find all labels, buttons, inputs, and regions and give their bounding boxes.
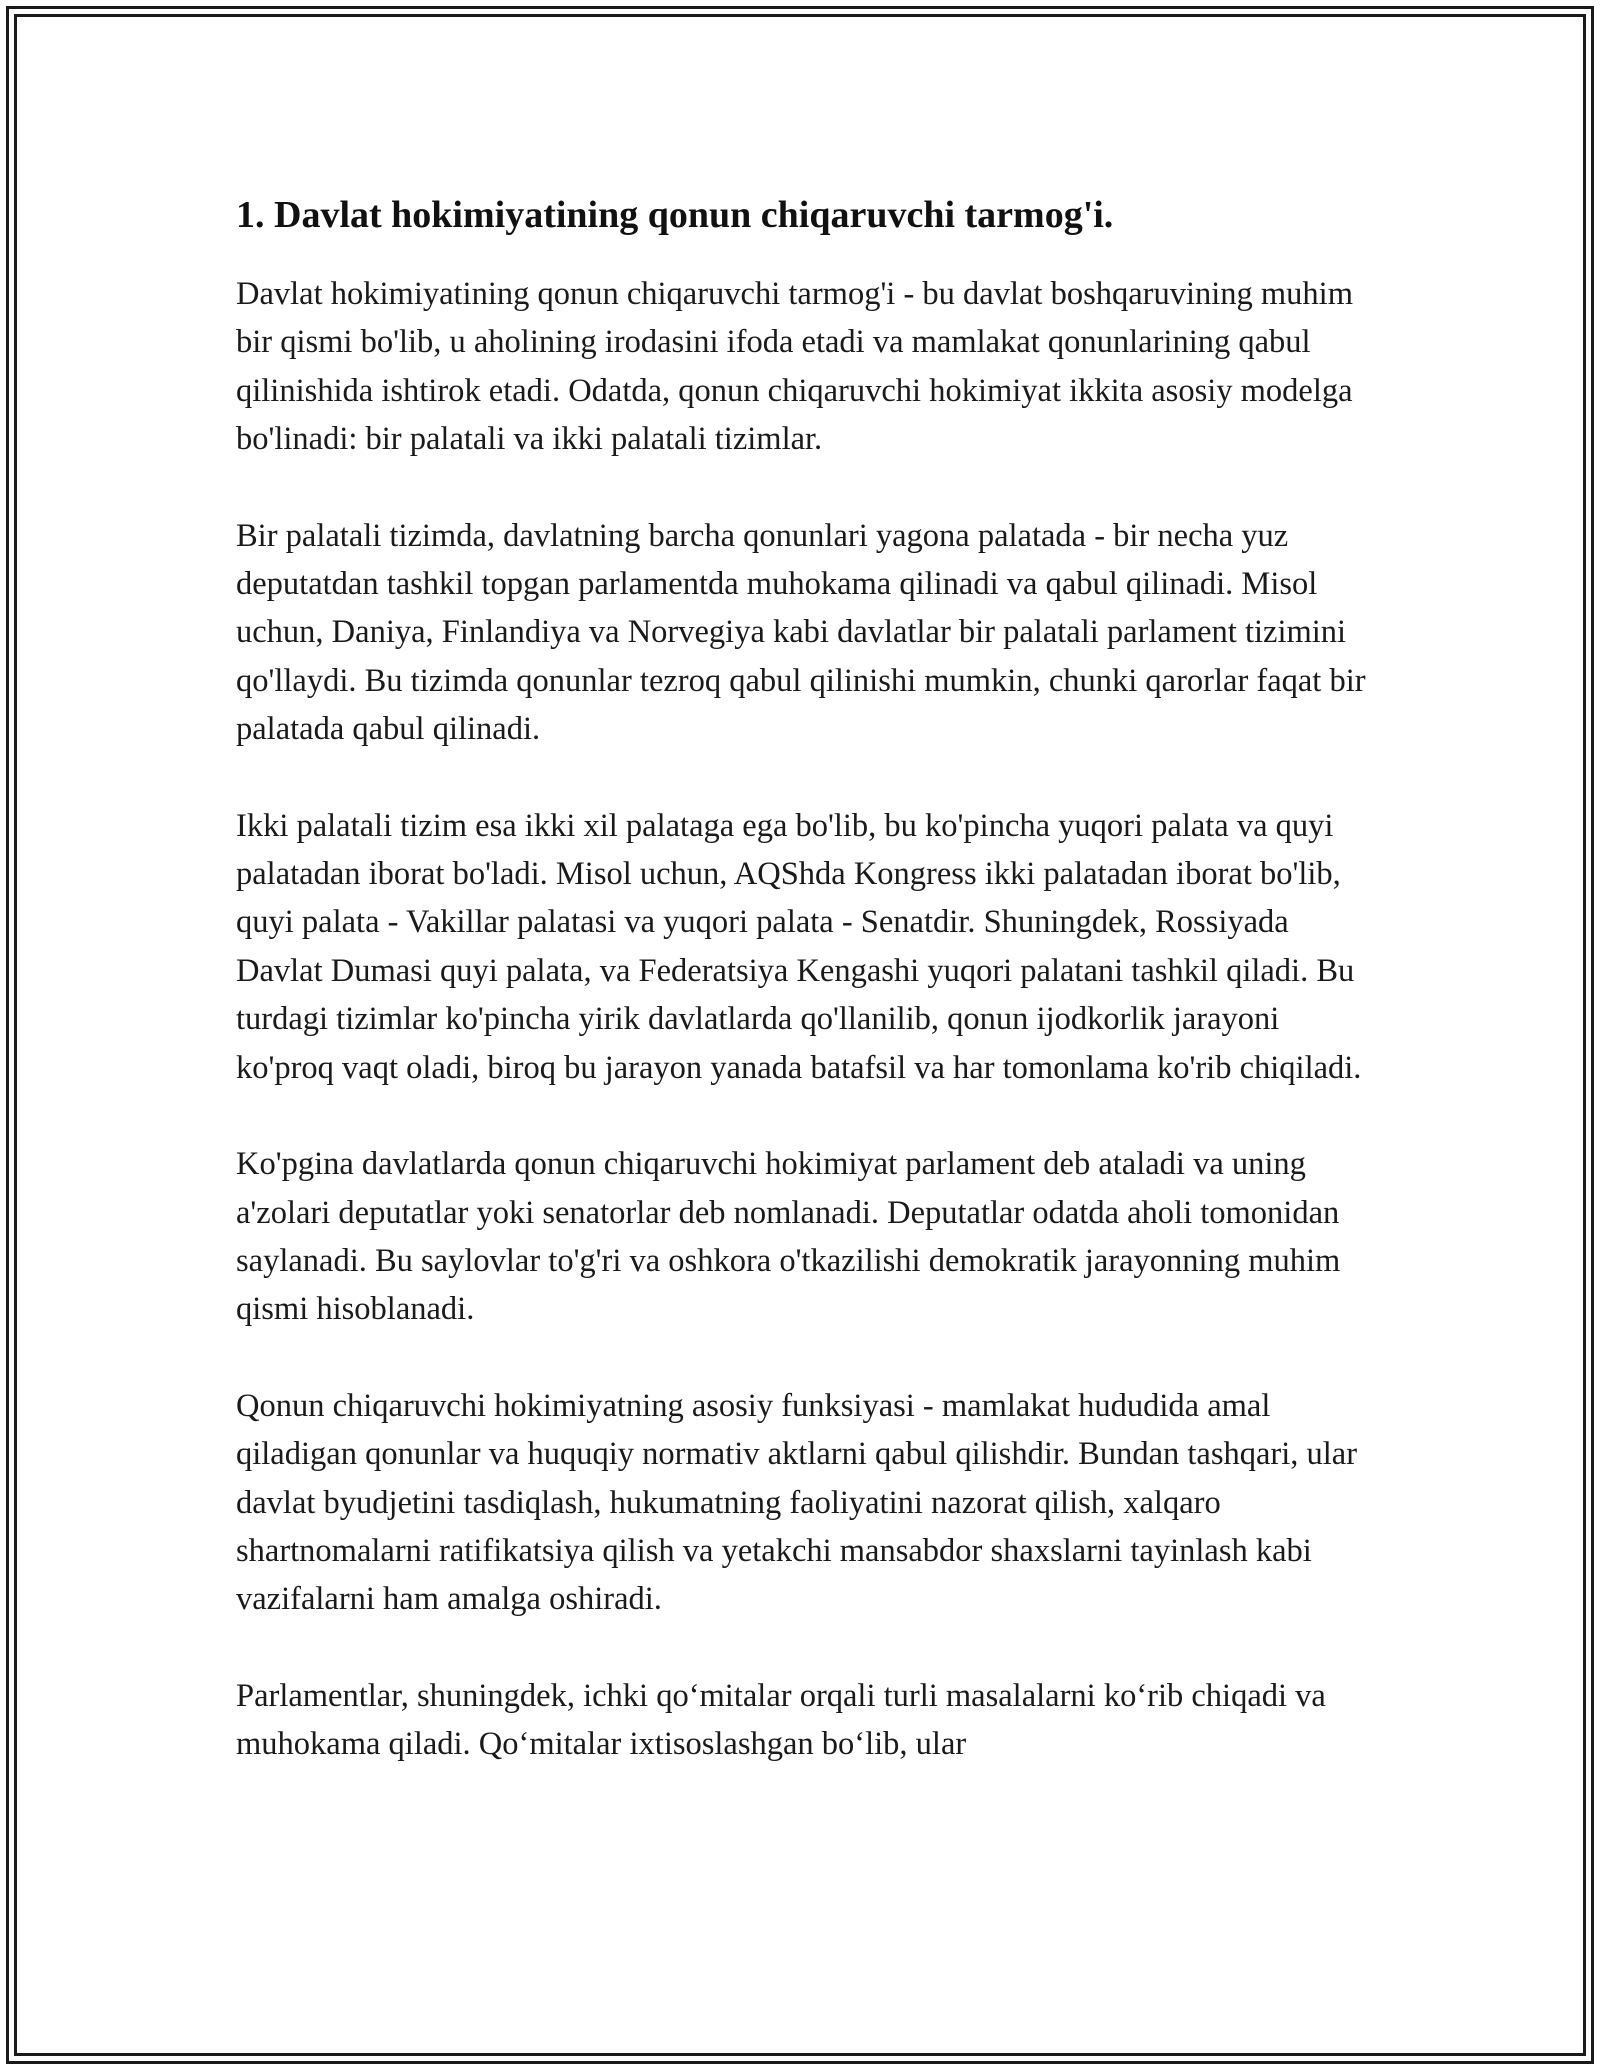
document-body: [236, 188, 1376, 1769]
paragraph-6: Parlamentlar, shuningdek, ichki qo‘mitalar orqali turli masalalarni ko‘rib chiqadi va muhokama qiladi. Qo‘mitalar ixtisoslashgan bo‘lib, ular: [236, 1677, 1326, 1763]
paragraph-5: Qonun chiqaruvchi hokimiyatning asosiy funksiyasi - mamlakat hududida amal qiladigan qonunlar va huquqiy normativ aktlarni qabul qilishdir. Bundan tashqari, ular davlat byudjetini tasdiqlash, hukumatning faoliyatini nazorat qilish, xalqaro shartnomalarni ratifikatsiya qilish va yetakchi mansabdor shaxslarni tayinlash kabi vazifalarni ham amalga oshiradi.: [236, 1387, 1358, 1618]
paragraph-2: Bir palatali tizimda, davlatning barcha qonunlari yagona palatada - bir necha yuz deputatdan tashkil topgan parlamentda muhokama qilinadi va qabul qilinadi. Misol uchun, Daniya, Finlandiya va Norvegiya kabi davlatlar bir palatali parlament tizimini qo'llaydi. Bu tizimda qonunlar tezroq qabul qilinishi mumkin, chunki qarorlar faqat bir palatada qabul qilinadi.: [236, 517, 1366, 748]
section-heading: 1. Davlat hokimiyatining qonun chiqaruvchi tarmog'i.: [236, 194, 1114, 236]
paragraph-4: Ko'pgina davlatlarda qonun chiqaruvchi hokimiyat parlament deb ataladi va uning a'zolari deputatlar yoki senatorlar deb nomlanadi. Deputatlar odatda aholi tomonidan saylanadi. Bu saylovlar to'g'ri va oshkora o'tkazilishi demokratik jarayonning muhim qismi hisoblanadi.: [236, 1146, 1341, 1328]
paragraph-1: Davlat hokimiyatining qonun chiqaruvchi tarmog'i - bu davlat boshqaruvining muhim bir qismi bo'lib, u aholining irodasini ifoda etadi va mamlakat qonunlarining qabul qilinishida ishtirok etadi. Odatda, qonun chiqaruvchi hokimiyat ikkita asosiy modelga bo'linadi: bir palatali va ikki palatali tizimlar.: [236, 276, 1353, 458]
paragraph-3: Ikki palatali tizim esa ikki xil palataga ega bo'lib, bu ko'pincha yuqori palata va quyi palatadan iborat bo'ladi. Misol uchun, AQShda Kongress ikki palatadan iborat bo'lib, quyi palata - Vakillar palatasi va yuqori palata - Senatdir. Shuningdek, Rossiyada Davlat Dumasi quyi palata, va Federatsiya Kengashi yuqori palatani tashkil qiladi. Bu turdagi tizimlar ko'pincha yirik davlatlarda qo'llanilib, qonun ijodkorlik jarayoni ko'proq vaqt oladi, biroq bu jarayon yanada batafsil va har tomonlama ko'rib chiqiladi.: [236, 807, 1362, 1086]
